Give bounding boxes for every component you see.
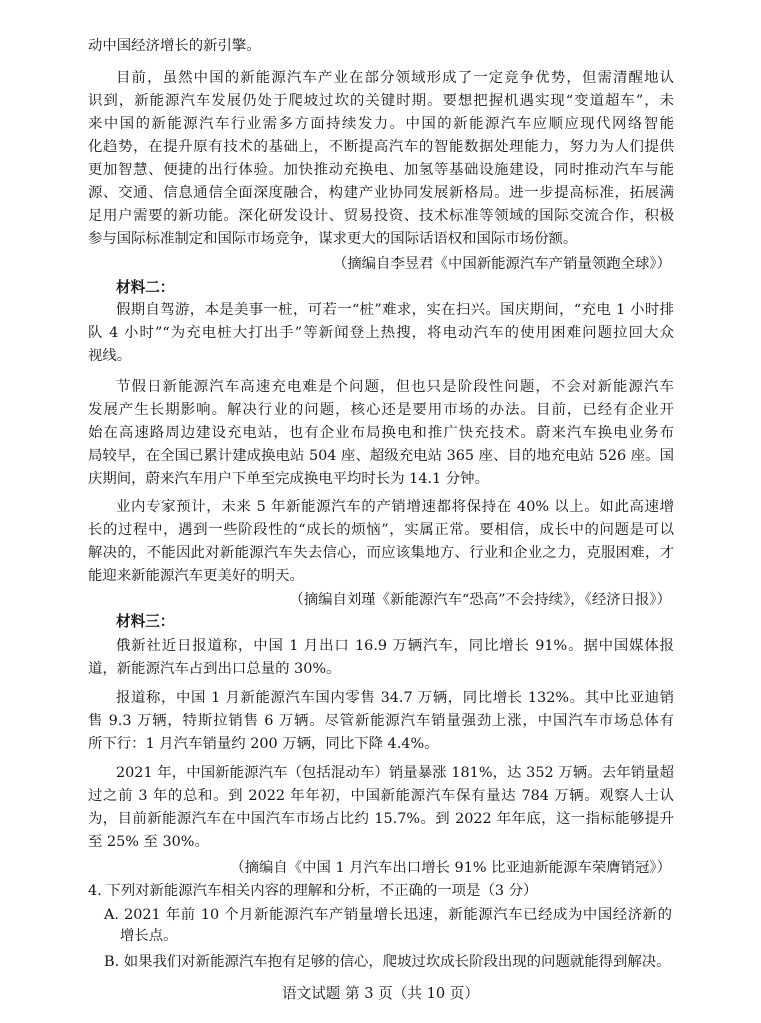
- material2-line-10: 解决的，不能因此对新能源汽车失去信心，而应该集地方、行业和企业之力，克服困难，才: [88, 545, 674, 561]
- material3-line-1: 道，新能源汽车占到出口总量的 30%。: [88, 661, 341, 677]
- material2-heading: 材料二：: [116, 279, 175, 296]
- passage1-line-4: 化趋势，在提升原有技术的基础上，不断提高汽车的智能数据处理能力，努力为人们提供: [88, 139, 674, 155]
- passage1-line-2: 识到，新能源汽车发展仍处于爬坡过坎的关键时期。要想把握机遇实现“变道超车”，未: [88, 93, 674, 109]
- material3-heading: 材料三：: [116, 613, 175, 630]
- material3-line-4: 所下行：1 月汽车销量约 200 万辆，同比下降 4.4%。: [88, 736, 439, 752]
- material3-line-6: 过之前 3 年的总和。到 2022 年年初，中国新能源汽车保有量达 784 万辆。观察人士认: [88, 788, 674, 804]
- question4-option-a: A. 2021 年前 10 个月新能源汽车产销量增长迅速，新能源汽车已经成为中国经济新的: [104, 907, 672, 923]
- material2-line-4: 发展产生长期影响。解决行业的问题，核心还是要用市场的办法。目前，已经有企业开: [88, 402, 674, 418]
- passage1-line-1: 目前，虽然中国的新能源汽车产业在部分领域形成了一定竞争优势，但需清醒地认: [116, 70, 674, 86]
- material3-line-5: 2021 年，中国新能源汽车（包括混动车）销量暴涨 181%，达 352 万辆。去年销量超: [116, 765, 674, 781]
- passage1-line-6: 源、交通、信息通信全面深度融合，构建产业协同发展新格局。进一步提高标准，拓展满: [88, 185, 674, 201]
- material2-line-1: 队 4 小时”“为充电桩大打出手”等新闻登上热搜，将电动汽车的使用困难问题拉回大众: [88, 325, 674, 341]
- material3-source: （摘编自《中国 1 月汽车出口增长 91% 比亚迪新能源车荣膺销冠》）: [230, 860, 671, 876]
- material3-line-3: 售 9.3 万辆，特斯拉销售 6 万辆。尽管新能源汽车销量强劲上涨，中国汽车市场总体有: [88, 713, 674, 729]
- material2-line-7: 庆期间，蔚来汽车用户下单至完成换电平均时长为 14.1 分钟。: [88, 471, 489, 487]
- passage1-line-8: 参与国际标准制定和国际市场竞争，谋求更大的国际话语权和国际市场份额。: [88, 231, 578, 247]
- material2-line-8: 业内专家预计，未来 5 年新能源汽车的产销增速都将保持在 40% 以上。如此高速增: [116, 499, 674, 515]
- page-footer: 语文试题 第 3 页（共 10 页）: [282, 985, 479, 1002]
- material2-line-5: 始在高速路周边建设充电站，也有企业布局换电和推广快充技术。蔚来汽车换电业务布: [88, 425, 674, 441]
- material3-line-8: 至 25% 至 30%。: [88, 834, 209, 850]
- passage1-line-5: 更加智慧、便捷的出行体验。加快推动充换电、加氢等基础设施建设，同时推动汽车与能: [88, 162, 674, 178]
- material3-line-2: 报道称，中国 1 月新能源汽车国内零售 34.7 万辆，同比增长 132%。其中比亚迪销: [116, 690, 674, 706]
- material2-line-6: 局较早，在全国已累计建成换电站 504 座、超级充电站 365 座、目的地充电站 526 座。国: [88, 448, 674, 464]
- material3-line-7: 为，目前新能源汽车在中国汽车市场占比约 15.7%。到 2022 年年底，这一指标能够提升: [88, 811, 674, 827]
- question4-option-a-cont: 增长点。: [120, 928, 178, 944]
- material2-line-2: 视线。: [88, 348, 132, 364]
- material2-source: （摘编自刘瑾《新能源汽车“恐高”不会持续》，《经济日报》）: [289, 592, 671, 608]
- passage1-line-7: 足用户需要的新功能。深化研发设计、贸易投资、技术标准等领域的国际交流合作，积极: [88, 208, 674, 224]
- passage1-line-0: 动中国经济增长的新引擎。: [88, 38, 261, 54]
- material2-line-0: 假期自驾游，本是美事一桩，可若一“桩”难求，实在扫兴。国庆期间，“充电 1 小时排: [116, 302, 674, 318]
- material2-line-3: 节假日新能源汽车高速充电难是个问题，但也只是阶段性问题，不会对新能源汽车: [116, 379, 674, 395]
- material2-line-11: 能迎来新能源汽车更美好的明天。: [88, 568, 304, 584]
- passage1-line-3: 来中国的新能源汽车行业需多方面持续发力。中国的新能源汽车应顺应现代网络智能: [88, 116, 674, 132]
- material2-line-9: 长的过程中，遇到一些阶段性的“成长的烦恼”，实属正常。要相信，成长中的问题是可以: [88, 522, 674, 538]
- passage1-source: （摘编自李昱君《中国新能源汽车产销量领跑全球》）: [332, 256, 671, 272]
- material3-line-0: 俄新社近日报道称，中国 1 月出口 16.9 万辆汽车，同比增长 91%。据中国媒体报: [116, 638, 674, 654]
- question4-stem: 4. 下列对新能源汽车相关内容的理解和分析，不正确的一项是（3 分）: [88, 883, 538, 899]
- question4-option-b: B. 如果我们对新能源汽车抱有足够的信心，爬坡过坎成长阶段出现的问题就能得到解决。: [104, 954, 671, 970]
